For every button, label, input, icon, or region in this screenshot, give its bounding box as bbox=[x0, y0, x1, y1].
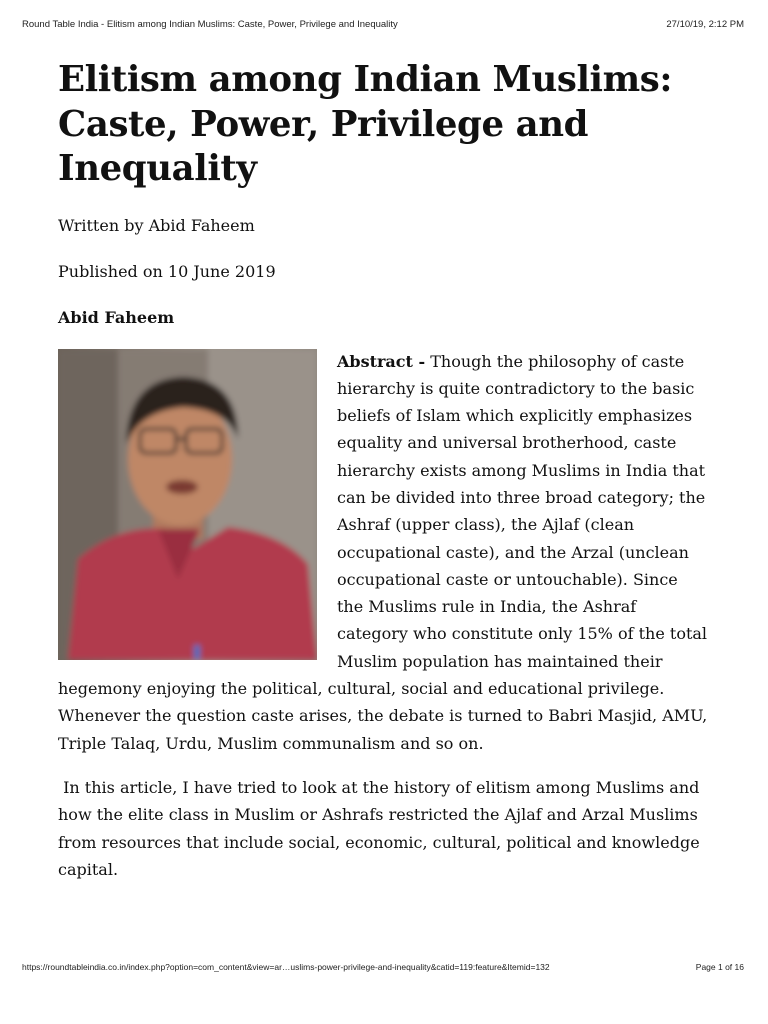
page-number: Page 1 of 16 bbox=[695, 962, 744, 972]
page-url: https://roundtableindia.co.in/index.php?option=com_content&view=ar…uslims-power-privilege-and-inequality&catid=119:feature&Itemid=132 bbox=[22, 962, 550, 972]
abstract-text: Though the philosophy of caste hierarchy is quite contradictory to the basic beliefs of Islam which explicitly emphasizes equality and universal brotherhood, caste hierarchy exists among Muslims in India that can be divided into three broad category; the Ashraf (upper class), the Ajlaf (clean occupational caste), and the Arzal (unclean occupational caste or untouchable). Since the Muslims rule in India, the Ashraf category who constitute only 15% of the total Muslim population has maintained their hegemony enjoying the political, cultural, social and educational privilege. Whenever the question caste arises, the debate is turned to Babri Masjid, AMU, Triple Talaq, Urdu, Muslim communalism and so on. bbox=[58, 351, 708, 753]
print-header-datetime: 27/10/19, 2:12 PM bbox=[666, 19, 744, 30]
body-paragraph bbox=[58, 774, 708, 883]
print-header bbox=[22, 19, 746, 33]
article-title: Elitism among Indian Muslims: Caste, Power, Privilege and Inequality bbox=[58, 59, 673, 189]
author-portrait-illustration bbox=[58, 349, 317, 660]
abstract-label: Abstract - bbox=[337, 351, 426, 371]
abstract-section bbox=[58, 348, 708, 757]
author-name-heading: Abid Faheem bbox=[58, 307, 175, 327]
article bbox=[58, 58, 708, 899]
author-photo bbox=[58, 349, 317, 660]
byline: Written by Abid Faheem bbox=[58, 215, 255, 235]
publish-date: Published on 10 June 2019 bbox=[58, 261, 276, 281]
body-paragraph-text: In this article, I have tried to look at the history of elitism among Muslims and how the elite class in Muslim or Ashrafs restricted the Ajlaf and Arzal Muslims from resources that include social, economic, cultural, political and knowledge capital. bbox=[58, 777, 700, 879]
print-header-title: Round Table India - Elitism among Indian Muslims: Caste, Power, Privilege and Inequality bbox=[22, 19, 398, 30]
